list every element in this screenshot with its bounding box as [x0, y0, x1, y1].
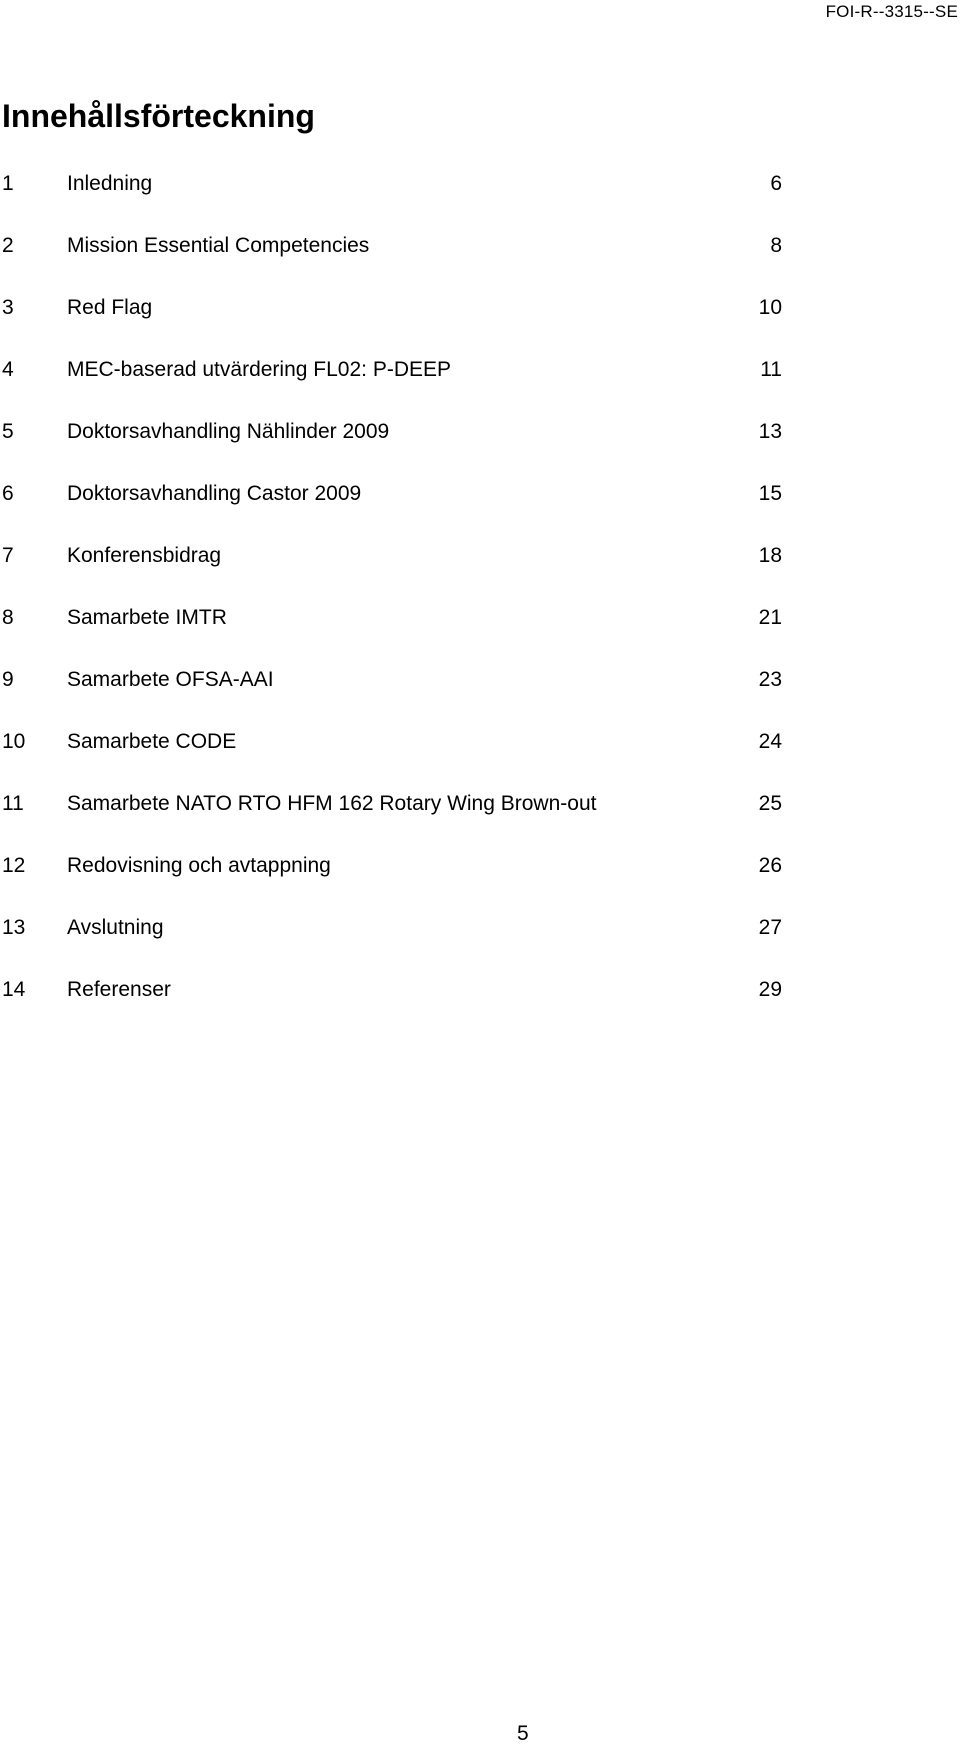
toc-entry-6[interactable]: [0, 480, 785, 542]
toc-entry-9[interactable]: [0, 666, 785, 728]
toc-entry-label: MEC-baserad utvärdering FL02: P-DEEP: [67, 358, 451, 381]
toc-entry-14[interactable]: [0, 976, 785, 1038]
toc-entry-page: 24: [758, 730, 782, 753]
toc-entry-label: Konferensbidrag: [67, 544, 222, 567]
toc-entry-number: 3: [2, 296, 14, 319]
toc-entry-number: 9: [2, 668, 14, 691]
toc-entry-label: Red Flag: [67, 296, 153, 319]
toc-entry-2[interactable]: [0, 232, 785, 294]
toc-entry-label: Avslutning: [67, 916, 164, 939]
toc-entry-number: 5: [2, 420, 14, 443]
toc-entry-12[interactable]: [0, 852, 785, 914]
toc-list: [0, 170, 785, 1038]
toc-entry-number: 11: [2, 792, 24, 815]
toc-entry-label: Mission Essential Competencies: [67, 234, 370, 257]
page-number: 5: [517, 1722, 529, 1745]
toc-entry-label: Doktorsavhandling Castor 2009: [67, 482, 362, 505]
toc-entry-1[interactable]: [0, 170, 785, 232]
toc-entry-label: Doktorsavhandling Nählinder 2009: [67, 420, 390, 443]
toc-entry-page: 11: [760, 358, 782, 381]
toc-entry-label: Samarbete OFSA-AAI: [67, 668, 274, 691]
toc-entry-page: 13: [758, 420, 782, 443]
toc-entry-number: 6: [2, 482, 14, 505]
toc-entry-page: 15: [758, 482, 782, 505]
toc-entry-4[interactable]: [0, 356, 785, 418]
toc-entry-number: 2: [2, 234, 14, 257]
toc-entry-number: 10: [2, 730, 26, 753]
toc-title: Innehållsförteckning: [2, 98, 315, 134]
toc-entry-number: 1: [2, 172, 14, 195]
toc-entry-page: 8: [770, 234, 782, 257]
toc-entry-number: 14: [2, 978, 26, 1001]
toc-entry-page: 6: [770, 172, 782, 195]
toc-entry-label: Samarbete CODE: [67, 730, 237, 753]
toc-entry-8[interactable]: [0, 604, 785, 666]
toc-entry-10[interactable]: [0, 728, 785, 790]
toc-entry-number: 13: [2, 916, 26, 939]
toc-entry-number: 7: [2, 544, 14, 567]
toc-entry-label: Samarbete NATO RTO HFM 162 Rotary Wing Brown-out: [67, 792, 597, 815]
toc-entry-label: Redovisning och avtappning: [67, 854, 331, 877]
toc-entry-page: 21: [758, 606, 782, 629]
toc-entry-11[interactable]: [0, 790, 785, 852]
toc-entry-page: 29: [758, 978, 782, 1001]
toc-entry-page: 27: [758, 916, 782, 939]
toc-entry-label: Samarbete IMTR: [67, 606, 227, 629]
toc-entry-13[interactable]: [0, 914, 785, 976]
toc-entry-page: 23: [758, 668, 782, 691]
toc-entry-page: 26: [758, 854, 782, 877]
toc-entry-7[interactable]: [0, 542, 785, 604]
toc-entry-number: 4: [2, 358, 14, 381]
toc-entry-label: Referenser: [67, 978, 171, 1001]
toc-entry-label: Inledning: [67, 172, 153, 195]
toc-entry-page: 10: [758, 296, 782, 319]
toc-entry-3[interactable]: [0, 294, 785, 356]
toc-entry-page: 18: [758, 544, 782, 567]
toc-entry-number: 8: [2, 606, 14, 629]
toc-entry-number: 12: [2, 854, 26, 877]
toc-entry-5[interactable]: [0, 418, 785, 480]
toc-entry-page: 25: [758, 792, 782, 815]
document-code: FOI-R--3315--SE: [825, 2, 958, 21]
